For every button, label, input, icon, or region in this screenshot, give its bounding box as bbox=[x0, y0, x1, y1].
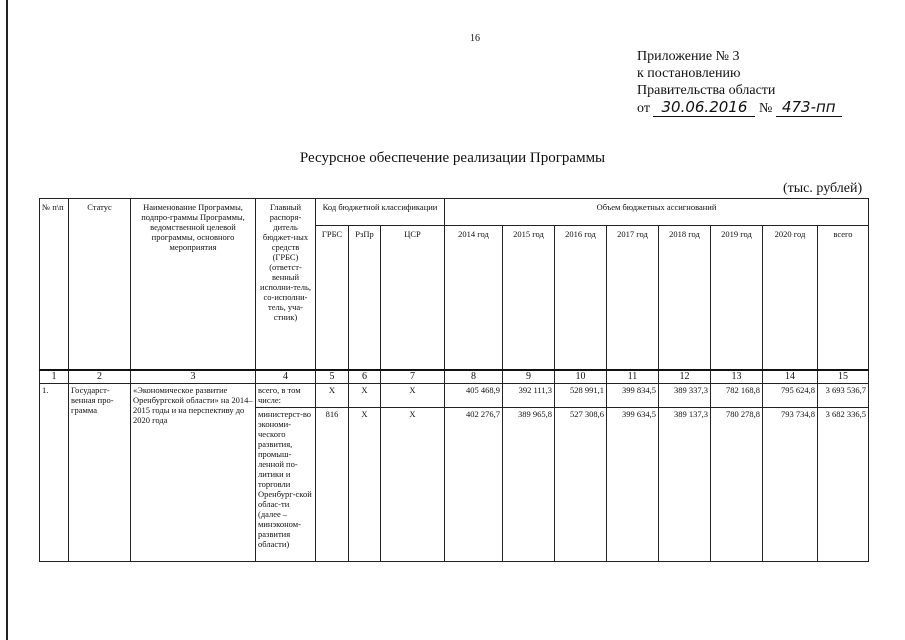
appendix-date-line bbox=[637, 99, 842, 117]
row-value-2018: 389 337,3 bbox=[659, 383, 711, 407]
column-number: 15 bbox=[818, 370, 869, 384]
header-year-2014: 2014 год bbox=[445, 226, 503, 370]
row-code-rzpr: X bbox=[349, 383, 381, 407]
appendix-line-1: Приложение № 3 bbox=[637, 49, 740, 64]
row-value-2019: 782 168,8 bbox=[711, 383, 763, 407]
header-grbs: Главный распоря-дитель бюджет-ных средств (ГРБС) (ответст-венный исполни-тель, со-исполни-тель, уча-стник) bbox=[256, 199, 316, 370]
header-year-2015: 2015 год bbox=[503, 226, 555, 370]
header-volume-group: Объем бюджетных ассигнований bbox=[445, 199, 869, 226]
header-code-csr: ЦСР bbox=[381, 226, 445, 370]
row-value-2016: 527 308,6 bbox=[555, 407, 607, 561]
page-left-edge bbox=[6, 0, 8, 640]
header-year-2016: 2016 год bbox=[555, 226, 607, 370]
header-code-grbs: ГРБС bbox=[316, 226, 349, 370]
table-row bbox=[40, 383, 869, 407]
header-total: всего bbox=[818, 226, 869, 370]
row-value-total: 3 693 536,7 bbox=[818, 383, 869, 407]
appendix-block bbox=[637, 48, 842, 117]
column-number: 14 bbox=[763, 370, 818, 384]
row-value-2015: 389 965,8 bbox=[503, 407, 555, 561]
row-value-2020: 793 734,8 bbox=[763, 407, 818, 561]
column-number: 3 bbox=[131, 370, 256, 384]
column-number: 9 bbox=[503, 370, 555, 384]
row-value-2019: 780 278,8 bbox=[711, 407, 763, 561]
header-name: Наименование Программы, подпро-граммы Программы, ведомственной целевой программы, основного мероприятия bbox=[131, 199, 256, 370]
number-prefix: № bbox=[758, 101, 773, 116]
column-number: 13 bbox=[711, 370, 763, 384]
row-code-csr: X bbox=[381, 407, 445, 561]
row-value-2018: 389 137,3 bbox=[659, 407, 711, 561]
header-code-group: Код бюджетной классификации bbox=[316, 199, 445, 226]
row-value-2017: 399 834,5 bbox=[607, 383, 659, 407]
row-code-grbs: 816 bbox=[316, 407, 349, 561]
header-year-2019: 2019 год bbox=[711, 226, 763, 370]
column-number: 6 bbox=[349, 370, 381, 384]
column-number: 2 bbox=[69, 370, 131, 384]
handwritten-date: 30.06.2016 bbox=[653, 99, 755, 117]
row-value-2014: 402 276,7 bbox=[445, 407, 503, 561]
header-code-rzpr: РзПр bbox=[349, 226, 381, 370]
row-program-name: «Экономическое развитие Оренбургской области» на 2014–2015 годы и на перспективу до 2020 года bbox=[131, 383, 256, 561]
column-number: 1 bbox=[40, 370, 69, 384]
row-grbs: министерст-во экономи-ческого развития, промыш-ленной по-литики и торговли Оренбург-ской облас-ти (далее – минэконом-развития области) bbox=[256, 407, 316, 561]
row-value-2015: 392 111,3 bbox=[503, 383, 555, 407]
column-number: 12 bbox=[659, 370, 711, 384]
row-value-2014: 405 468,9 bbox=[445, 383, 503, 407]
column-number: 5 bbox=[316, 370, 349, 384]
resource-table bbox=[39, 198, 869, 562]
row-code-rzpr: X bbox=[349, 407, 381, 561]
row-value-total: 3 682 336,5 bbox=[818, 407, 869, 561]
row-code-csr: X bbox=[381, 383, 445, 407]
header-year-2018: 2018 год bbox=[659, 226, 711, 370]
header-year-2017: 2017 год bbox=[607, 226, 659, 370]
column-number: 7 bbox=[381, 370, 445, 384]
header-num: № п\п bbox=[40, 199, 69, 370]
row-value-2017: 399 634,5 bbox=[607, 407, 659, 561]
header-status: Статус bbox=[69, 199, 131, 370]
column-number: 8 bbox=[445, 370, 503, 384]
row-grbs: всего, в том числе: bbox=[256, 383, 316, 407]
row-value-2016: 528 991,1 bbox=[555, 383, 607, 407]
column-number: 10 bbox=[555, 370, 607, 384]
column-number: 11 bbox=[607, 370, 659, 384]
document-title: Ресурсное обеспечение реализации Программы bbox=[299, 150, 606, 166]
units-label: (тыс. рублей) bbox=[783, 181, 863, 196]
date-prefix: от bbox=[637, 101, 650, 116]
row-code-grbs: X bbox=[316, 383, 349, 407]
row-num: 1. bbox=[40, 383, 69, 561]
page-number: 16 bbox=[470, 33, 480, 44]
row-status: Государст-венная про-грамма bbox=[69, 383, 131, 561]
appendix-line-3: Правительства области bbox=[637, 83, 776, 98]
header-year-2020: 2020 год bbox=[763, 226, 818, 370]
column-number: 4 bbox=[256, 370, 316, 384]
handwritten-number: 473-пп bbox=[776, 99, 842, 117]
row-value-2020: 795 624,8 bbox=[763, 383, 818, 407]
appendix-line-2: к постановлению bbox=[637, 66, 741, 81]
